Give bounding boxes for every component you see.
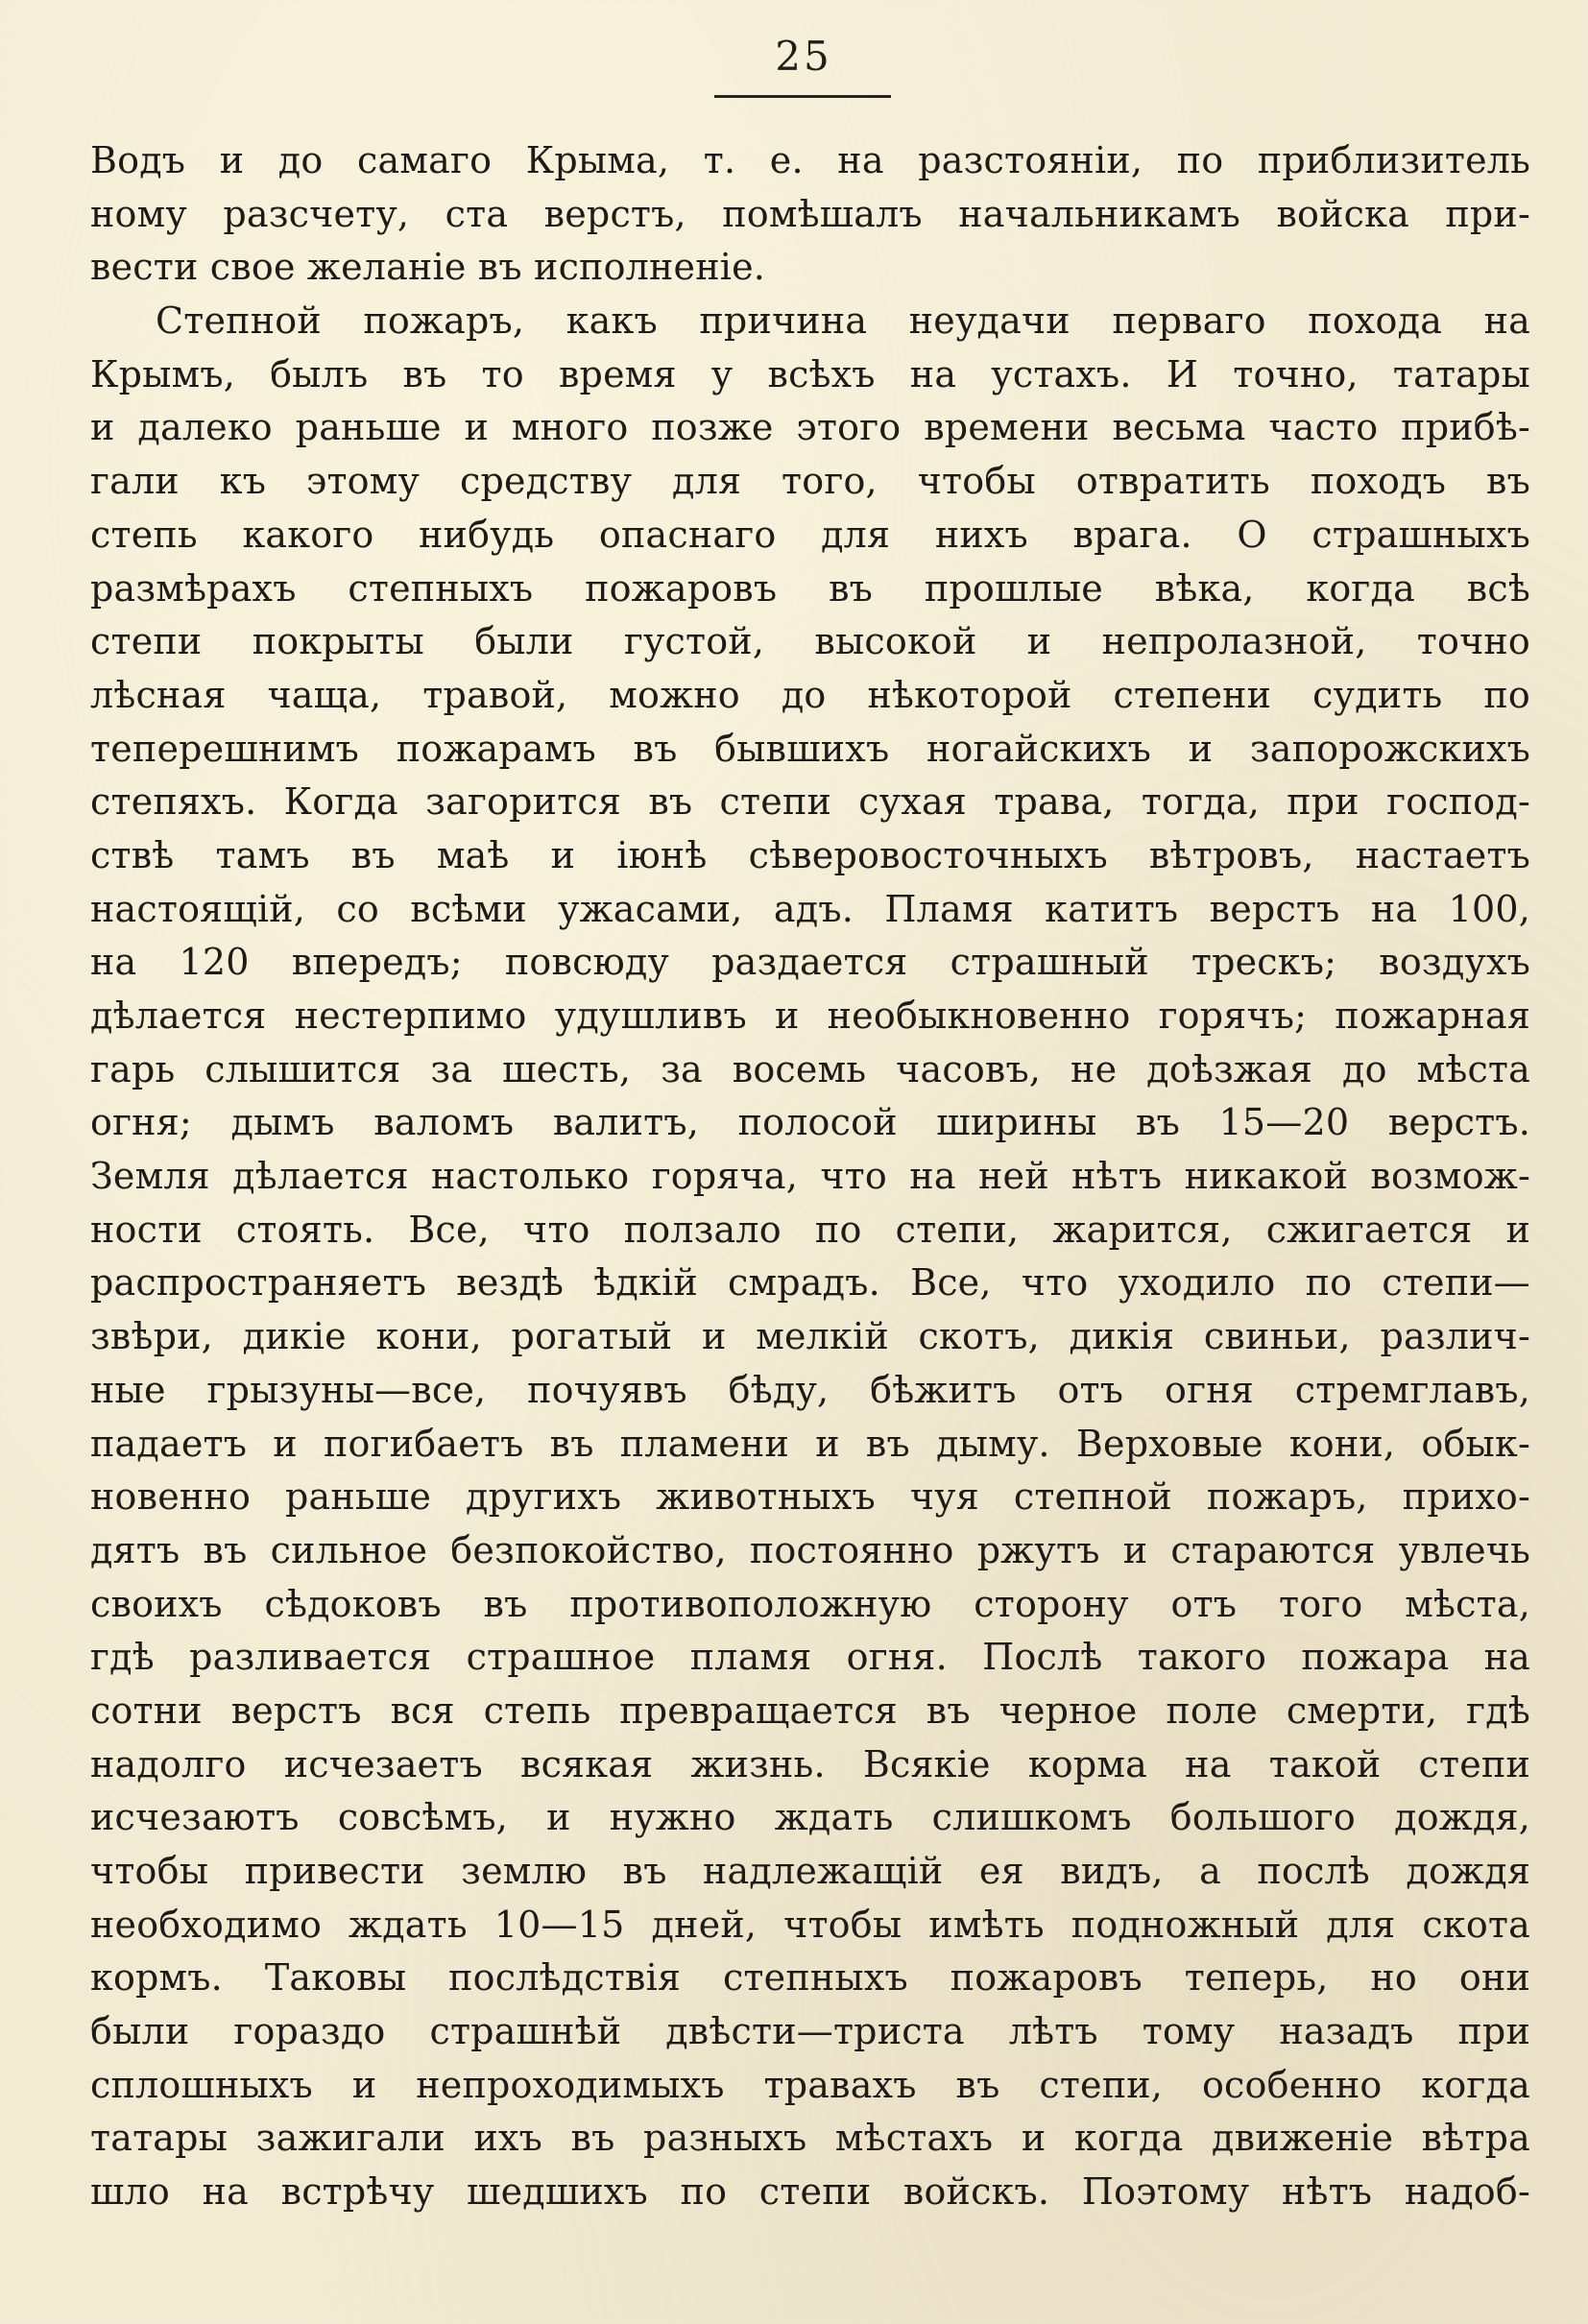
text-line: вести свое желаніе въ исполненіе. — [90, 246, 766, 289]
text-line: надолго исчезаетъ всякая жизнь. Всякіе корма на такой степи — [90, 1742, 1530, 1785]
text-line: татары зажигали ихъ въ разныхъ мѣстахъ и когда движеніе вѣтра — [90, 2117, 1530, 2160]
text-line: гдѣ разливается страшное пламя огня. Послѣ такого пожара на — [90, 1636, 1530, 1679]
page-number: 25 — [775, 33, 832, 80]
text-line: звѣри, дикіе кони, рогатый и мелкій скотъ, дикія свиньи, различ- — [90, 1315, 1530, 1358]
text-line: лѣсная чаща, травой, можно до нѣкоторой степени судить по — [90, 673, 1530, 716]
text-line: ности стоять. Все, что ползало по степи, жарится, сжигается и — [90, 1208, 1530, 1251]
text-line: степи покрыты были густой, высокой и непролазной, точно — [90, 620, 1530, 663]
text-line: необходимо ждать 10—15 дней, чтобы имѣть подножный для скота — [90, 1903, 1530, 1946]
text-line: и далеко раньше и много позже этого времени весьма часто прибѣ- — [90, 406, 1530, 449]
text-line: гарь слышится за шесть, за восемь часовъ, не доѣзжая до мѣста — [90, 1047, 1530, 1090]
text-line: ные грызуны—все, почуявъ бѣду, бѣжитъ отъ огня стремглавъ, — [90, 1368, 1530, 1411]
text-line: Водъ и до самаго Крыма, т. е. на разстояніи, по приблизитель — [90, 139, 1530, 181]
text-line: кормъ. Таковы послѣдствія степныхъ пожаровъ теперь, но они — [90, 1956, 1530, 2000]
text-line: исчезаютъ совсѣмъ, и нужно ждать слишкомъ большого дождя, — [90, 1796, 1530, 1839]
text-line: сотни верстъ вся степь превращается въ черное поле смерти, гдѣ — [90, 1689, 1530, 1732]
header-rule — [714, 95, 891, 98]
text-line: на 120 впередъ; повсюду раздается страшный трескъ; воздухъ — [90, 941, 1530, 984]
text-line: огня; дымъ валомъ валитъ, полосой ширины въ 15—20 верстъ. — [90, 1101, 1530, 1144]
text-line: чтобы привести землю въ надлежащій ея видъ, а послѣ дождя — [90, 1850, 1530, 1892]
text-line: были гораздо страшнѣй двѣсти—триста лѣтъ тому назадъ при — [90, 2010, 1530, 2053]
text-line: шло на встрѣчу шедшихъ по степи войскъ. Поэтому нѣтъ надоб- — [90, 2170, 1530, 2214]
text-line: падаетъ и погибаетъ въ пламени и въ дыму. Верховые кони, обык- — [90, 1422, 1530, 1465]
text-line: сплошныхъ и непроходимыхъ травахъ въ степи, особенно когда — [90, 2063, 1530, 2106]
text-line: настоящій, со всѣми ужасами, адъ. Пламя катитъ верстъ на 100, — [90, 887, 1530, 930]
text-line: ствѣ тамъ въ маѣ и іюнѣ сѣверовосточныхъ вѣтровъ, настаетъ — [90, 833, 1530, 876]
text-line: дятъ въ сильное безпокойство, постоянно ржутъ и стараются увлечь — [90, 1528, 1530, 1571]
body-text — [90, 134, 1530, 2219]
text-line: Земля дѣлается настолько горяча, что на ней нѣтъ никакой возмож- — [90, 1155, 1530, 1198]
text-line: распространяетъ вездѣ ѣдкій смрадъ. Все, что уходило по степи— — [90, 1261, 1530, 1305]
text-line: своихъ сѣдоковъ въ противоположную сторону отъ того мѣста, — [90, 1582, 1530, 1625]
text-line: Степной пожаръ, какъ причина неудачи перваго похода на — [156, 299, 1530, 343]
text-line: дѣлается нестерпимо удушливъ и необыкновенно горячъ; пожарная — [90, 994, 1530, 1037]
text-line: Крымъ, былъ въ то время у всѣхъ на устахъ. И точно, татары — [90, 352, 1530, 395]
text-line: степь какого нибудь опаснаго для нихъ врага. О страшныхъ — [90, 513, 1530, 556]
text-line: размѣрахъ степныхъ пожаровъ въ прошлые вѣка, когда всѣ — [90, 566, 1530, 610]
text-line: новенно раньше другихъ животныхъ чуя степной пожаръ, прихо- — [90, 1475, 1530, 1519]
text-line: теперешнимъ пожарамъ въ бывшихъ ногайскихъ и запорожскихъ — [90, 727, 1530, 770]
text-line: ному разсчету, ста верстъ, помѣшалъ начальникамъ войска при- — [90, 192, 1530, 235]
text-line: гали къ этому средству для того, чтобы отвратить походъ въ — [90, 460, 1530, 503]
text-line: степяхъ. Когда загорится въ степи сухая трава, тогда, при господ- — [90, 780, 1530, 824]
